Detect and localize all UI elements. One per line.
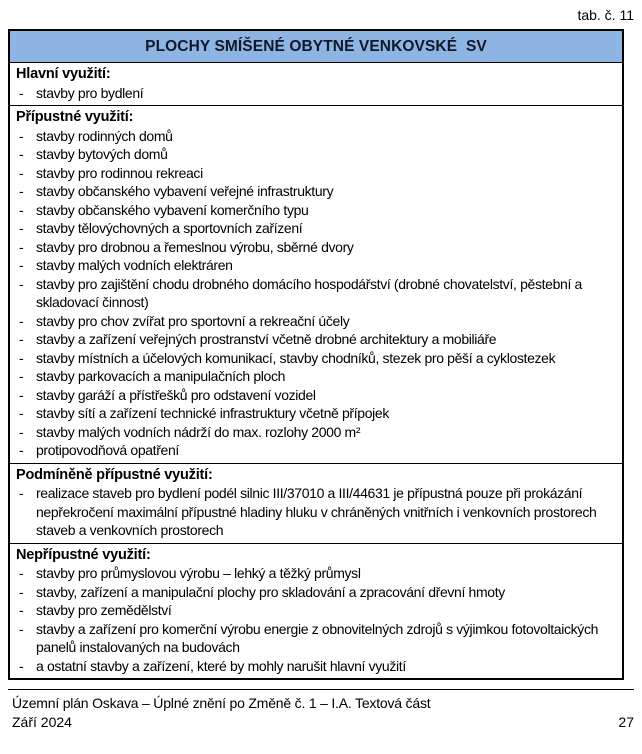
section-heading: Přípustné využití:	[16, 109, 134, 125]
bullet-dash: -	[19, 164, 24, 181]
bullet-dash: -	[19, 127, 24, 144]
list-item	[10, 145, 622, 164]
list-item-text: stavby místních a účelových komunikací, stavby chodníků, stezek pro pěší a cyklostezek	[36, 349, 556, 366]
list-item-text: stavby sítí a zařízení technické infrastruktury včetně přípojek	[36, 405, 390, 421]
bullet-dash: -	[19, 201, 24, 218]
list-item-text: stavby parkovacích a manipulačních ploch	[36, 368, 286, 384]
list-item	[10, 349, 622, 368]
footer-document-title: Územní plán Oskava – Úplné znění po Změně č. 1 – I.A. Textová část	[12, 695, 431, 711]
bullet-dash: -	[19, 331, 24, 347]
table-section	[10, 63, 622, 106]
list-item	[10, 657, 622, 676]
bullet-dash: -	[19, 442, 24, 458]
bullet-dash: -	[19, 349, 24, 366]
list-item-text: a ostatní stavby a zařízení, které by mohly narušit hlavní využití	[36, 657, 406, 674]
list-item	[10, 275, 622, 312]
bullet-dash: -	[19, 84, 24, 101]
list-item-text: stavby tělovýchovných a sportovních zařízení	[36, 220, 303, 236]
list-item-text: stavby malých vodních nádrží do max. rozlohy 2000 m²	[36, 423, 361, 440]
list-item	[10, 404, 622, 423]
list-item-text: stavby a zařízení veřejných prostranství včetně drobné architektury a mobiliáře	[36, 331, 497, 347]
zoning-table	[8, 29, 624, 680]
table-section	[10, 464, 622, 544]
bullet-dash: -	[19, 423, 24, 440]
list-item	[10, 164, 622, 183]
bullet-dash: -	[19, 583, 24, 600]
list-item	[10, 84, 622, 103]
list-item	[10, 367, 622, 386]
list-item	[10, 601, 622, 620]
list-item	[10, 201, 622, 220]
list-item-text: stavby garáží a přístřešků pro odstavení vozidel	[36, 386, 316, 403]
list-item	[10, 256, 622, 275]
footer-date: Září 2024	[12, 714, 72, 730]
list-item-text: stavby rodinných domů	[36, 127, 173, 144]
section-heading: Hlavní využití:	[16, 66, 111, 82]
list-item-text: stavby pro zajištění chodu drobného domácího hospodářství (drobné chovatelství, pěstební a skladovací činnost)	[36, 275, 582, 310]
list-item-text: stavby pro zemědělství	[36, 602, 172, 618]
bullet-dash: -	[19, 312, 24, 329]
list-item	[10, 583, 622, 602]
footer-divider	[8, 689, 634, 690]
list-item-text: stavby a zařízení pro komerční výrobu energie z obnovitelných zdrojů s výjimkou fotovoltaických panelů instalovaných na budovách	[36, 620, 599, 655]
list-item	[10, 330, 622, 349]
footer-page-number: 27	[618, 714, 634, 730]
bullet-dash: -	[19, 220, 24, 236]
list-item	[10, 386, 622, 405]
list-item	[10, 441, 622, 460]
section-heading: Nepřípustné využití:	[16, 546, 151, 563]
list-item-text: stavby pro rodinnou rekreaci	[36, 164, 203, 181]
bullet-dash: -	[19, 565, 24, 581]
footer-bottom-row	[8, 713, 634, 732]
list-item	[10, 620, 622, 657]
bullet-dash: -	[19, 238, 24, 255]
bullet-dash: -	[19, 405, 24, 421]
bullet-dash: -	[19, 183, 24, 199]
bullet-dash: -	[19, 386, 24, 403]
list-item	[10, 127, 622, 146]
table-section	[10, 106, 622, 464]
list-item-text: stavby pro drobnou a řemeslnou výrobu, sběrné dvory	[36, 238, 354, 255]
list-item	[10, 564, 622, 583]
list-item	[10, 423, 622, 442]
list-item	[10, 484, 622, 540]
page-footer	[8, 689, 634, 732]
list-item-text: stavby malých vodních elektráren	[36, 257, 233, 273]
bullet-dash: -	[19, 257, 24, 273]
bullet-dash: -	[19, 602, 24, 618]
list-item	[10, 182, 622, 201]
table-title: PLOCHY SMÍŠENÉ OBYTNÉ VENKOVSKÉ SV	[10, 31, 622, 63]
list-item-text: stavby občanského vybavení veřejné infrastruktury	[36, 183, 334, 199]
list-item	[10, 219, 622, 238]
list-item-text: stavby, zařízení a manipulační plochy pro skladování a zpracování dřevní hmoty	[36, 583, 505, 600]
list-item-text: stavby občanského vybavení komerčního typu	[36, 201, 309, 218]
section-heading: Podmíněně přípustné využití:	[16, 466, 213, 483]
table-sections	[10, 63, 622, 678]
bullet-dash: -	[19, 620, 24, 637]
list-item-text: stavby pro průmyslovou výrobu – lehký a těžký průmysl	[36, 565, 361, 581]
bullet-dash: -	[19, 657, 24, 674]
list-item-text: stavby bytových domů	[36, 146, 168, 162]
table-section	[10, 544, 622, 679]
list-item-text: realizace staveb pro bydlení podél silnic III/37010 a III/44631 je přípustná pouze při prokázání nepřekročení maximální přípustné hladiny hluku v chráněných vnitřních i venkovních prostorech staveb a venkovních prostorech	[36, 485, 597, 538]
bullet-dash: -	[19, 146, 24, 162]
table-number-note: tab. č. 11	[577, 7, 634, 23]
list-item-text: stavby pro chov zvířat pro sportovní a rekreační účely	[36, 312, 350, 329]
bullet-dash: -	[19, 368, 24, 384]
list-item	[10, 238, 622, 257]
list-item-text: stavby pro bydlení	[36, 84, 144, 101]
list-item-text: protipovodňová opatření	[36, 442, 179, 458]
bullet-dash: -	[19, 485, 24, 501]
list-item	[10, 312, 622, 331]
bullet-dash: -	[19, 275, 24, 292]
